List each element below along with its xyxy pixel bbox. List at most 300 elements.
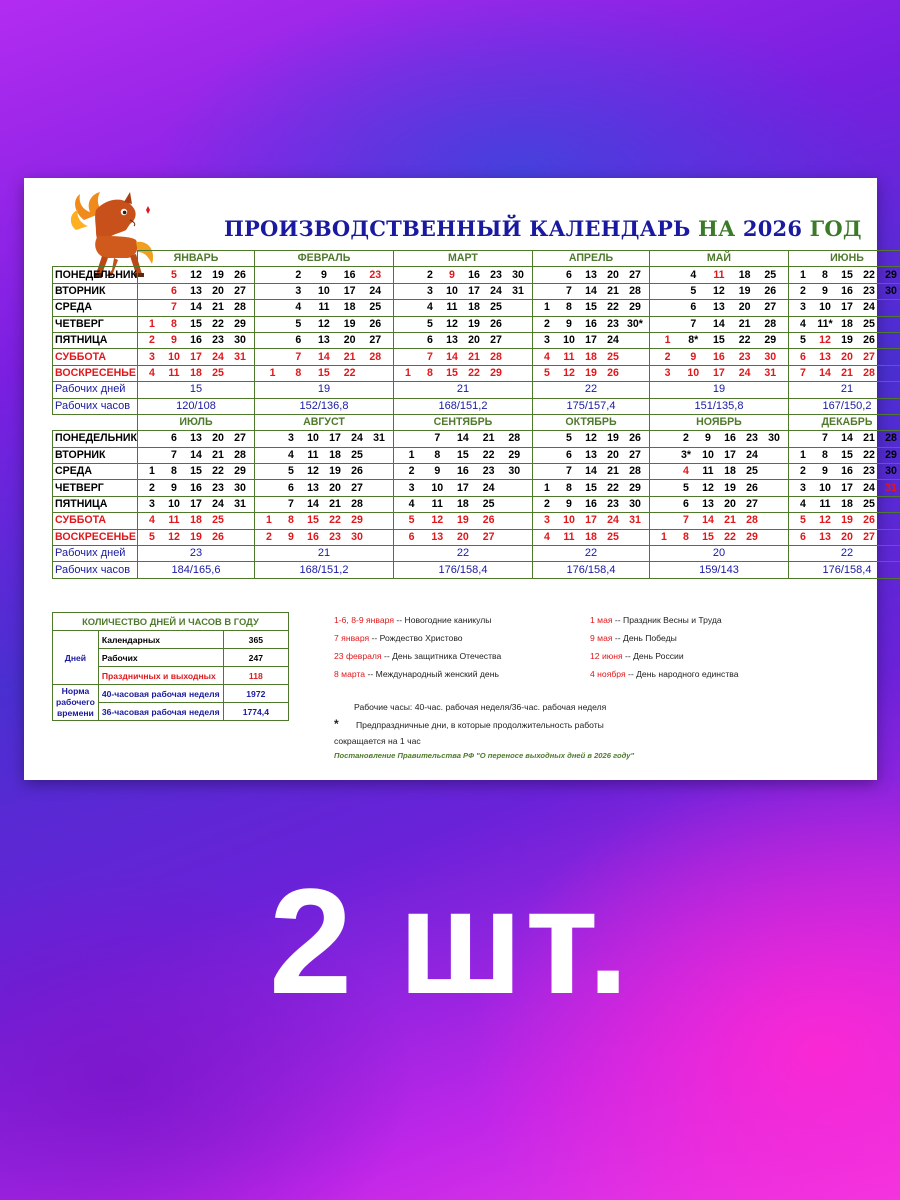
- date-number: 29: [746, 530, 758, 543]
- date-number: 9: [566, 498, 572, 511]
- date-number: 14: [457, 432, 469, 445]
- holiday-date: 23 февраля: [334, 651, 382, 661]
- date-number: 24: [738, 366, 751, 379]
- date-number: 31: [885, 481, 897, 494]
- calendar-sheet: [24, 178, 897, 780]
- date-number: 26: [607, 366, 619, 379]
- date-number: 6: [408, 530, 415, 543]
- date-number: 5: [544, 366, 550, 379]
- holiday-name: Новогодние каникулы: [404, 615, 492, 625]
- w40-value: 1972: [223, 685, 288, 703]
- date-number: 14: [190, 301, 202, 314]
- date-number: 22: [329, 514, 341, 527]
- date-number: [507, 317, 529, 332]
- date-number: 3: [800, 481, 806, 494]
- holiday-separator: --: [625, 669, 637, 679]
- date-number: 2: [149, 334, 155, 347]
- calendar-table: [52, 250, 900, 579]
- date-number: 23: [490, 268, 502, 281]
- date-number: 6: [171, 432, 177, 445]
- month-name: НОЯБРЬ: [649, 414, 788, 430]
- date-number: 24: [351, 432, 363, 445]
- date-number: 27: [629, 268, 641, 281]
- date-number: 27: [746, 498, 758, 511]
- date-number: 19: [343, 317, 356, 330]
- date-number: 29: [764, 334, 777, 347]
- month-week-cell: [137, 480, 254, 496]
- date-number: [624, 333, 646, 348]
- date-number: 12: [307, 465, 319, 478]
- date-number: 22: [863, 448, 875, 461]
- date-number: 13: [713, 301, 725, 314]
- date-number: [401, 431, 423, 446]
- date-number: 11: [168, 366, 180, 379]
- work-days-value: 247: [223, 649, 288, 667]
- date-number: 12: [431, 514, 444, 527]
- month-week-cell: [788, 464, 900, 480]
- date-number: 2: [427, 268, 433, 281]
- date-number: 30: [234, 334, 246, 347]
- date-number: 20: [607, 268, 619, 281]
- date-number: 24: [482, 481, 495, 494]
- date-number: 15: [702, 530, 714, 543]
- date-number: 14: [307, 498, 319, 511]
- date-number: 7: [427, 350, 433, 363]
- date-number: 25: [212, 514, 224, 527]
- date-number: 7: [171, 301, 177, 314]
- date-number: 22: [724, 530, 736, 543]
- date-number: 23: [738, 350, 751, 363]
- date-number: 9: [690, 350, 697, 363]
- quantity-header: КОЛИЧЕСТВО ДНЕЙ И ЧАСОВ В ГОДУ: [53, 613, 289, 631]
- month-week-cell: [788, 283, 900, 299]
- holiday-separator: --: [365, 669, 376, 679]
- date-number: 26: [764, 284, 777, 297]
- date-number: 18: [585, 530, 597, 543]
- holiday-separator: --: [612, 615, 624, 625]
- date-number: 10: [168, 498, 180, 511]
- date-number: 19: [724, 481, 736, 494]
- date-number: 15: [841, 268, 853, 281]
- weekday-label: СУББОТА: [53, 513, 138, 529]
- date-number: 16: [841, 465, 853, 478]
- date-number: 16: [343, 268, 356, 281]
- holiday-date: 4 ноября: [590, 669, 626, 679]
- month-week-cell: [532, 464, 649, 480]
- date-number: 11: [819, 498, 831, 511]
- date-number: 10: [563, 334, 575, 347]
- date-number: 14: [318, 350, 330, 363]
- date-number: 31: [629, 514, 641, 527]
- date-number: [397, 300, 419, 315]
- date-number: 19: [329, 465, 341, 478]
- date-number: [880, 350, 900, 365]
- work-hours-row-label: Рабочих часов: [53, 398, 138, 414]
- month-week-cell: [137, 332, 254, 348]
- date-number: 15: [190, 317, 202, 330]
- date-number: 7: [800, 366, 806, 379]
- date-number: 24: [490, 284, 502, 297]
- date-number: [536, 268, 558, 283]
- date-number: 14: [819, 366, 831, 379]
- date-number: 17: [724, 448, 736, 461]
- date-number: 13: [446, 334, 458, 347]
- holiday-name: День народного единства: [636, 669, 739, 679]
- work-hours-value: 175/157,4: [532, 398, 649, 414]
- date-number: 4: [295, 301, 302, 314]
- work-days-value: 22: [532, 382, 649, 398]
- date-number: 28: [508, 432, 521, 445]
- date-number: [657, 317, 679, 332]
- month-week-cell: [254, 513, 393, 529]
- holiday-item: [590, 615, 722, 625]
- date-number: 12: [446, 317, 458, 330]
- month-week-cell: [532, 300, 649, 316]
- month-week-cell: [254, 316, 393, 332]
- date-number: 25: [369, 301, 382, 314]
- holiday-name: Рождество Христово: [379, 633, 463, 643]
- date-number: [262, 284, 284, 299]
- date-number: [763, 497, 785, 512]
- date-number: 5: [149, 530, 155, 543]
- date-number: 13: [307, 481, 319, 494]
- date-number: 23: [212, 481, 224, 494]
- date-number: 24: [863, 481, 875, 494]
- date-number: 3: [149, 498, 155, 511]
- date-number: 1: [405, 366, 411, 379]
- month-week-cell: [393, 283, 532, 299]
- work-days-label: Рабочих: [98, 649, 223, 667]
- date-number: 1: [661, 530, 667, 543]
- calendar-days-label: Календарных: [98, 631, 223, 649]
- work-days-value: 20: [649, 546, 788, 562]
- date-number: 11: [563, 350, 575, 363]
- date-number: [368, 497, 390, 512]
- date-number: 26: [351, 465, 363, 478]
- title-main: ПРОИЗВОДСТВЕННЫЙ КАЛЕНДАРЬ: [224, 216, 691, 241]
- date-number: [258, 497, 280, 512]
- date-number: 8: [566, 301, 572, 314]
- month-week-cell: [393, 349, 532, 365]
- date-number: 4: [149, 366, 155, 379]
- month-name: МАЙ: [649, 251, 788, 267]
- date-number: 10: [819, 481, 831, 494]
- date-number: 28: [490, 350, 502, 363]
- date-number: 23: [212, 334, 224, 347]
- holiday-name: Международный женский день: [375, 669, 499, 679]
- date-number: 31: [234, 498, 246, 511]
- date-number: [503, 530, 525, 545]
- date-number: [141, 268, 163, 283]
- date-number: 18: [468, 301, 480, 314]
- date-number: 13: [585, 448, 597, 461]
- date-number: [624, 530, 646, 545]
- date-number: [368, 481, 390, 496]
- date-number: [229, 513, 251, 528]
- header-blank: [53, 251, 138, 267]
- month-week-cell: [393, 496, 532, 512]
- month-week-cell: [254, 496, 393, 512]
- date-number: 19: [212, 268, 224, 281]
- date-number: 11: [307, 448, 319, 461]
- quantity-promo: 2 шт.: [268, 857, 632, 1025]
- date-number: [258, 448, 280, 463]
- date-number: 8: [171, 317, 177, 330]
- date-number: 22: [212, 317, 224, 330]
- date-number: 4: [544, 530, 550, 543]
- date-number: 18: [343, 301, 356, 314]
- date-number: 20: [724, 498, 736, 511]
- date-number: 11: [563, 530, 575, 543]
- work-hours-value: 167/150,2: [788, 398, 900, 414]
- date-number: [536, 431, 558, 446]
- date-number: 9: [822, 284, 828, 297]
- date-number: 26: [234, 268, 246, 281]
- date-number: 22: [212, 465, 224, 478]
- work-days-row-label: Рабочих дней: [53, 546, 138, 562]
- holiday-item: [334, 651, 501, 661]
- date-number: 13: [318, 334, 330, 347]
- holiday-item: [334, 615, 491, 625]
- date-number: 31: [764, 366, 777, 379]
- date-number: 10: [819, 301, 831, 314]
- date-number: 7: [683, 514, 689, 527]
- date-number: 3: [149, 350, 155, 363]
- date-number: [763, 448, 785, 463]
- pre-holiday-note-1: Предпраздничные дни, в которые продолжительность работы: [356, 720, 604, 730]
- date-number: [397, 284, 419, 299]
- date-number: 15: [307, 514, 319, 527]
- date-number: 8: [822, 448, 828, 461]
- date-number: 9: [320, 268, 327, 281]
- date-number: 27: [234, 284, 246, 297]
- date-number: 28: [351, 498, 363, 511]
- month-week-cell: [532, 447, 649, 463]
- work-days-value: 15: [137, 382, 254, 398]
- date-number: [653, 513, 675, 528]
- date-number: [880, 317, 900, 332]
- date-number: 8: [822, 268, 828, 281]
- holiday-date: 7 января: [334, 633, 370, 643]
- date-number: 21: [468, 350, 480, 363]
- header-blank: [53, 414, 138, 430]
- date-number: 11: [168, 514, 180, 527]
- work-hours-value: 176/158,4: [393, 562, 532, 578]
- date-number: 3: [295, 284, 302, 297]
- work-hours-value: 176/158,4: [788, 562, 900, 578]
- date-number: [536, 464, 558, 479]
- date-number: 9: [705, 432, 711, 445]
- date-number: 4: [683, 465, 689, 478]
- weekday-label: ВОСКРЕСЕНЬЕ: [53, 365, 138, 381]
- weekday-label: ПОНЕДЕЛЬНИК: [53, 431, 138, 447]
- month-name: ИЮНЬ: [788, 251, 900, 267]
- month-name: ДЕКАБРЬ: [788, 414, 900, 430]
- date-number: 29: [490, 366, 502, 379]
- date-number: 7: [295, 350, 302, 363]
- date-number: 21: [841, 366, 853, 379]
- holiday-item: [590, 651, 684, 661]
- date-number: 22: [863, 268, 875, 281]
- date-number: 2: [800, 284, 806, 297]
- date-number: 24: [212, 350, 224, 363]
- date-number: 29: [234, 317, 246, 330]
- date-number: 26: [863, 514, 875, 527]
- work-hours-value: 120/108: [137, 398, 254, 414]
- month-week-cell: [137, 365, 254, 381]
- holiday-separator: --: [369, 633, 380, 643]
- month-week-cell: [532, 349, 649, 365]
- holiday-date: 1-6, 8-9 января: [334, 615, 394, 625]
- date-number: 27: [863, 530, 875, 543]
- weekday-label: ВТОРНИК: [53, 283, 138, 299]
- date-number: 21: [329, 498, 341, 511]
- weekday-label: ЧЕТВЕРГ: [53, 480, 138, 496]
- date-number: 28: [234, 301, 246, 314]
- date-number: 28: [863, 366, 875, 379]
- date-number: 5: [427, 317, 433, 330]
- month-week-cell: [254, 529, 393, 545]
- date-number: 10: [702, 448, 714, 461]
- date-number: [653, 497, 675, 512]
- date-number: 1: [266, 514, 272, 527]
- date-number: 14: [841, 432, 853, 445]
- date-number: 27: [351, 481, 363, 494]
- month-week-cell: [788, 480, 900, 496]
- month-name: СЕНТЯБРЬ: [393, 414, 532, 430]
- date-number: 20: [738, 301, 751, 314]
- date-number: [141, 284, 163, 299]
- date-number: 12: [318, 317, 330, 330]
- date-number: [792, 431, 814, 446]
- date-number: 18: [738, 268, 751, 281]
- date-number: 4: [408, 498, 415, 511]
- date-number: 20: [841, 350, 853, 363]
- month-week-cell: [532, 365, 649, 381]
- date-number: [141, 448, 163, 463]
- date-number: 19: [468, 317, 480, 330]
- month-week-cell: [649, 447, 788, 463]
- date-number: 23: [369, 268, 382, 281]
- date-number: 23: [482, 465, 495, 478]
- title-year: 2026: [742, 216, 803, 241]
- date-number: 8: [295, 366, 302, 379]
- calendar-days-value: 365: [223, 631, 288, 649]
- month-week-cell: [788, 431, 900, 447]
- holiday-name: День Победы: [623, 633, 677, 643]
- month-name: ОКТЯБРЬ: [532, 414, 649, 430]
- date-number: 21: [863, 432, 875, 445]
- date-number: [262, 333, 284, 348]
- date-number: 5: [566, 432, 572, 445]
- date-number: 10: [318, 284, 330, 297]
- date-number: 7: [566, 465, 572, 478]
- date-number: 31: [373, 432, 385, 445]
- month-week-cell: [393, 365, 532, 381]
- date-number: [763, 513, 785, 528]
- work-days-value: 22: [532, 546, 649, 562]
- date-number: 10: [563, 514, 575, 527]
- calendar-grid: [52, 250, 900, 579]
- date-number: 21: [343, 350, 356, 363]
- date-number: 26: [369, 317, 382, 330]
- date-number: 23: [863, 465, 875, 478]
- date-number: [880, 366, 900, 381]
- date-number: [262, 300, 284, 315]
- date-number: 5: [408, 514, 415, 527]
- date-number: 27: [863, 350, 875, 363]
- date-number: 30*: [627, 317, 643, 330]
- date-number: 30: [234, 481, 246, 494]
- month-week-cell: [649, 513, 788, 529]
- date-number: [141, 300, 163, 315]
- date-number: 4: [149, 514, 155, 527]
- date-number: [141, 431, 163, 446]
- date-number: 14: [190, 448, 202, 461]
- month-week-cell: [137, 349, 254, 365]
- month-week-cell: [788, 529, 900, 545]
- date-number: 17: [343, 284, 356, 297]
- month-week-cell: [649, 267, 788, 283]
- date-number: 26: [482, 514, 495, 527]
- date-number: 20: [212, 284, 224, 297]
- date-number: [397, 350, 419, 365]
- date-number: 6: [171, 284, 177, 297]
- date-number: [880, 497, 900, 512]
- date-number: 1: [800, 268, 806, 281]
- date-number: [536, 448, 558, 463]
- month-week-cell: [532, 431, 649, 447]
- date-number: 24: [369, 284, 382, 297]
- date-number: 16: [468, 268, 480, 281]
- date-number: 1: [800, 448, 806, 461]
- month-week-cell: [788, 513, 900, 529]
- holiday-item: [590, 633, 677, 643]
- month-week-cell: [788, 267, 900, 283]
- date-number: 18: [190, 366, 202, 379]
- date-number: 4: [800, 317, 806, 330]
- date-number: 6: [800, 350, 806, 363]
- date-number: 22: [482, 448, 495, 461]
- date-number: [258, 481, 280, 496]
- date-number: 3*: [680, 448, 691, 461]
- date-number: 19: [738, 284, 751, 297]
- month-name: АПРЕЛЬ: [532, 251, 649, 267]
- month-week-cell: [137, 431, 254, 447]
- date-number: [397, 333, 419, 348]
- date-number: 17: [585, 334, 597, 347]
- work-hours-value: 151/135,8: [649, 398, 788, 414]
- date-number: 17: [190, 498, 202, 511]
- date-number: 25: [351, 448, 363, 461]
- days-label: Дней: [53, 631, 99, 685]
- holiday-name: День России: [633, 651, 684, 661]
- date-number: 14: [585, 465, 597, 478]
- date-number: [657, 300, 679, 315]
- date-number: 19: [841, 334, 853, 347]
- date-number: 3: [288, 432, 294, 445]
- norm-label: Норма рабочего времени: [53, 685, 99, 721]
- date-number: 21: [212, 448, 224, 461]
- month-week-cell: [254, 464, 393, 480]
- holiday-item: [334, 669, 499, 679]
- date-number: 4: [288, 448, 294, 461]
- date-number: 19: [457, 514, 469, 527]
- date-number: [763, 530, 785, 545]
- date-number: 22: [343, 366, 356, 379]
- date-number: [536, 284, 558, 299]
- date-number: 27: [482, 530, 495, 543]
